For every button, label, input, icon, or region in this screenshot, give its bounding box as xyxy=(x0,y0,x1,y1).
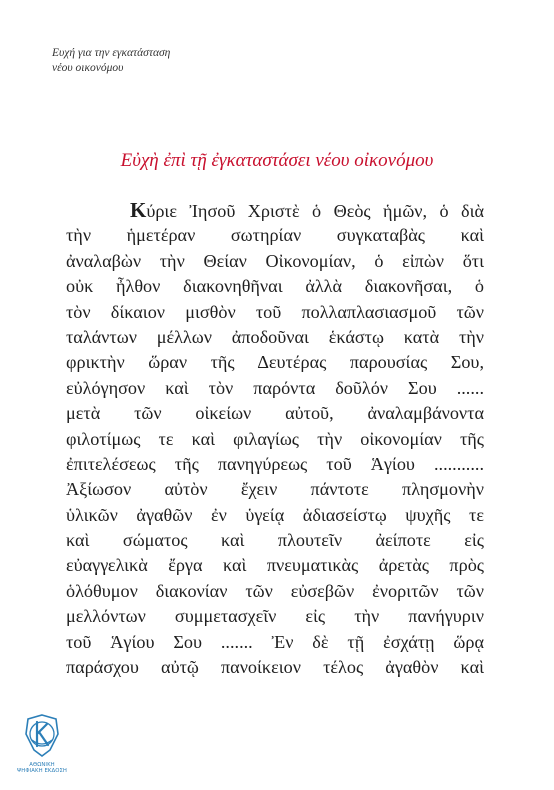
publisher-logo-text xyxy=(10,762,74,774)
text-line-14: καὶ σώματος καὶ πλουτεῖν ἀείποτε εἰς xyxy=(66,530,484,551)
text-line-1 xyxy=(66,198,484,223)
publisher-logo-text-line-1: ΑΘΩΝΙΚΗ xyxy=(29,762,55,768)
text-line-8: εὐλόγησον καὶ τὸν παρόντα δοῦλόν Σου ...... xyxy=(66,377,484,398)
text-line-4: οὐκ ἦλθον διακονηθῆναι ἀλλὰ διακονῆσαι, ὁ xyxy=(66,276,484,297)
text-line-1-rest: ύριε Ἰησοῦ Χριστὲ ὁ Θεὸς ἡμῶν, ὁ διὰ xyxy=(146,201,484,221)
text-line-6: ταλάντων μέλλων ἀποδοῦναι ἑκάστῳ κατὰ τὴν xyxy=(66,326,484,347)
text-line-9: μετὰ τῶν οἰκείων αὐτοῦ, ἀναλαμβάνοντα xyxy=(66,403,484,424)
running-header-line-2: νέου οικονόμου xyxy=(52,62,124,74)
publisher-logo-text-line-2: ΨΗΦΙΑΚΗ ΕΚΔΟΣΗ xyxy=(17,768,67,775)
text-line-13: ὑλικῶν ἀγαθῶν ἐν ὑγείᾳ ἀδιασείστῳ ψυχῆς τε xyxy=(66,504,484,525)
prayer-body xyxy=(66,198,484,680)
text-line-12: Ἀξίωσον αὐτὸν ἔχειν πάντοτε πλησμονὴν xyxy=(66,479,484,500)
text-line-17: μελλόντων συμμετασχεῖν εἰς τὴν πανήγυριν xyxy=(66,606,484,627)
publisher-emblem-icon xyxy=(10,712,74,762)
running-header xyxy=(52,46,170,76)
text-line-16: ὁλόθυμον διακονίαν τῶν εὐσεβῶν ἐνοριτῶν τῶν xyxy=(66,580,484,601)
text-line-5: τὸν δίκαιον μισθὸν τοῦ πολλαπλασιασμοῦ τῶν xyxy=(66,301,484,322)
drop-cap: Κ xyxy=(130,198,147,222)
running-header-line-1: Ευχή για την εγκατάσταση xyxy=(52,47,171,59)
prayer-title: Εὐχὴ ἐπὶ τῇ ἐγκαταστάσει νέου οἰκονόμου xyxy=(120,150,434,171)
text-line-2: τὴν ἡμετέραν σωτηρίαν συγκαταβὰς καὶ xyxy=(66,225,484,246)
text-line-3: ἀναλαβὼν τὴν Θείαν Οἰκονομίαν, ὁ εἰπὼν ὅτι xyxy=(66,250,484,271)
text-line-15: εὐαγγελικὰ ἔργα καὶ πνευματικὰς ἀρετὰς πρὸς xyxy=(66,555,484,576)
text-line-18: τοῦ Ἁγίου Σου ....... Ἐν δὲ τῇ ἐσχάτῃ ὥρᾳ xyxy=(66,631,484,652)
text-line-7: φρικτὴν ὥραν τῆς Δευτέρας παρουσίας Σου, xyxy=(66,352,484,373)
text-line-19: παράσχου αὐτῷ πανοίκειον τέλος ἀγαθὸν καὶ xyxy=(66,657,484,678)
text-line-11: ἐπιτελέσεως τῆς πανηγύρεως τοῦ Ἁγίου ........... xyxy=(66,453,484,474)
publisher-logo xyxy=(10,712,74,784)
text-line-10: φιλοτίμως τε καὶ φιλαγίως τὴν οἰκονομίαν τῆς xyxy=(66,428,484,449)
